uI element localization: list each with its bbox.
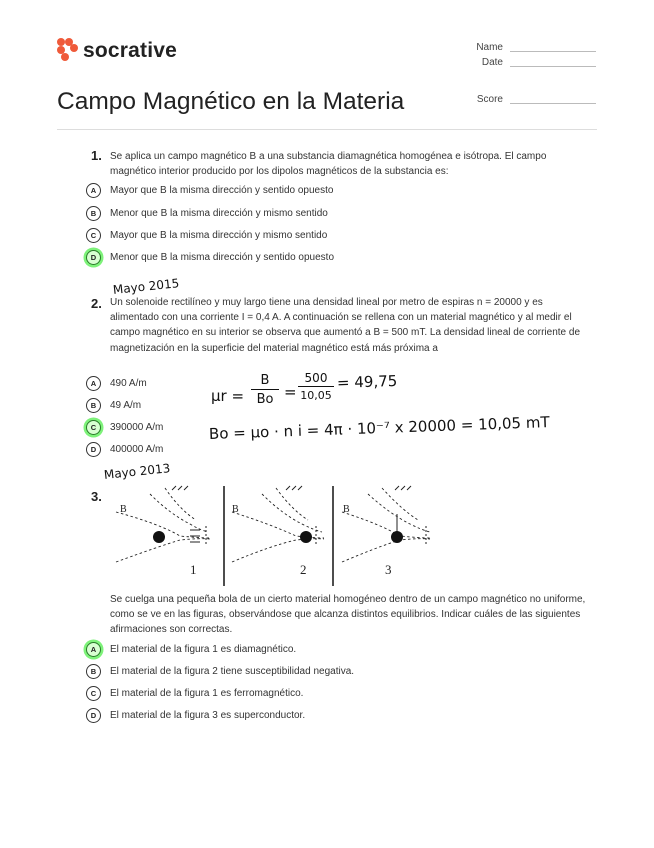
option-letter-a: A xyxy=(86,183,101,198)
question-2-number: 2. xyxy=(91,296,102,311)
panel-label-3: 3 xyxy=(385,562,392,577)
option-letter-b: B xyxy=(86,664,101,679)
score-label: Score xyxy=(476,94,503,105)
question-1-option-a[interactable] xyxy=(86,182,333,198)
field-label-3: B xyxy=(343,504,350,515)
handwritten-fraction-numerator-2: 500 xyxy=(304,371,328,385)
magnetic-field-figure xyxy=(110,484,440,588)
page-title: Campo Magnético en la Materia xyxy=(57,88,405,115)
question-3-option-c[interactable] xyxy=(86,685,303,701)
handwritten-fraction-denominator-2: 10,05 xyxy=(300,389,332,402)
option-text: 400000 A/m xyxy=(110,443,164,455)
question-3-option-d[interactable] xyxy=(86,707,305,723)
option-text: Mayor que B la misma dirección y sentido opuesto xyxy=(110,184,334,196)
suspended-ball-3 xyxy=(391,531,403,543)
option-text: 490 A/m xyxy=(110,377,147,389)
handwritten-fraction-bar xyxy=(251,389,279,390)
handwritten-equation-2: Bo = μo · n i = 4π · 10⁻⁷ x 20000 = 10,05 mT xyxy=(208,413,550,443)
logo-mark-icon xyxy=(57,38,79,62)
header-divider xyxy=(57,129,597,130)
name-line xyxy=(510,51,596,52)
handwritten-date-q3: Mayo 2013 xyxy=(103,461,171,482)
option-letter-a-correct: A xyxy=(86,642,101,657)
question-2-option-a[interactable] xyxy=(86,375,147,391)
question-1-number: 1. xyxy=(91,148,102,163)
option-letter-c: C xyxy=(86,686,101,701)
suspended-ball-2 xyxy=(300,531,312,543)
field-label-1: B xyxy=(120,504,127,515)
option-letter-d: D xyxy=(86,442,101,457)
question-3-text: Se cuelga una pequeña bola de un cierto material homogéneo dentro de un campo magnético no uniforme, como se ve en las figuras, observándose que alcanza distintos equilibrios. Indicar cuáles de las siguientes afirmaciones son correctas. xyxy=(110,594,586,636)
question-3-number: 3. xyxy=(91,489,102,504)
option-text: 49 A/m xyxy=(110,399,142,411)
name-label: Name xyxy=(476,42,503,53)
option-text: El material de la figura 1 es ferromagnético. xyxy=(110,687,304,699)
option-letter-b: B xyxy=(86,206,101,221)
option-text: Mayor que B la misma dirección y mismo sentido xyxy=(110,229,328,241)
suspended-ball-1 xyxy=(153,531,165,543)
question-1-text: Se aplica un campo magnético B a una substancia diamagnética homogénea e isótropa. El campo magnético interior producido por los dipolos magnéticos de la substancia es: xyxy=(110,151,547,178)
option-text: Menor que B la misma dirección y mismo sentido xyxy=(110,207,328,219)
option-text: El material de la figura 3 es superconductor. xyxy=(110,709,306,721)
option-text: El material de la figura 1 es diamagnético. xyxy=(110,643,297,655)
option-text: 390000 A/m xyxy=(110,421,164,433)
handwritten-result-1: = 49,75 xyxy=(336,371,398,392)
date-line xyxy=(510,66,596,67)
question-2-option-d[interactable] xyxy=(86,441,163,457)
panel-label-2: 2 xyxy=(300,562,307,577)
handwritten-date-q2: Mayo 2015 xyxy=(112,276,180,297)
option-letter-b: B xyxy=(86,398,101,413)
handwritten-fraction-denominator: Bo xyxy=(256,392,274,407)
question-2-text: Un solenoide rectilíneo y muy largo tiene una densidad lineal por metro de espiras n = 20000 y es alimentado con una corriente I = 0,4 A. A continuación se rellena con un material magnético y al medir el campo magnético en su interior se observa que aumentó a B = 500 mT. La densidad lineal de corriente de magnetización en la superficie del material magnético está más próxima a xyxy=(110,297,581,354)
question-3-option-a[interactable] xyxy=(86,641,296,657)
handwritten-mu-label: μr = xyxy=(211,387,245,405)
question-1-option-b[interactable] xyxy=(86,205,328,221)
field-label-2: B xyxy=(232,504,239,515)
option-letter-a: A xyxy=(86,376,101,391)
option-letter-d-correct: D xyxy=(86,250,101,265)
option-letter-c: C xyxy=(86,228,101,243)
handwritten-fraction-numerator: B xyxy=(260,373,270,388)
question-1-option-c[interactable] xyxy=(86,227,327,243)
panel-label-1: 1 xyxy=(190,562,197,577)
date-label: Date xyxy=(481,57,503,68)
question-2-option-b[interactable] xyxy=(86,397,141,413)
handwritten-equals: = xyxy=(284,383,297,401)
question-2-option-c[interactable] xyxy=(86,419,163,435)
brand-name: socrative xyxy=(83,39,178,62)
option-letter-d: D xyxy=(86,708,101,723)
question-3-option-b[interactable] xyxy=(86,663,354,679)
option-text: El material de la figura 2 tiene susceptibilidad negativa. xyxy=(110,665,355,677)
option-text: Menor que B la misma dirección y sentido opuesto xyxy=(110,251,335,263)
option-letter-c-correct: C xyxy=(86,420,101,435)
score-line xyxy=(510,103,596,104)
handwritten-fraction-bar-2 xyxy=(298,386,334,387)
question-1-option-d[interactable] xyxy=(86,249,334,265)
